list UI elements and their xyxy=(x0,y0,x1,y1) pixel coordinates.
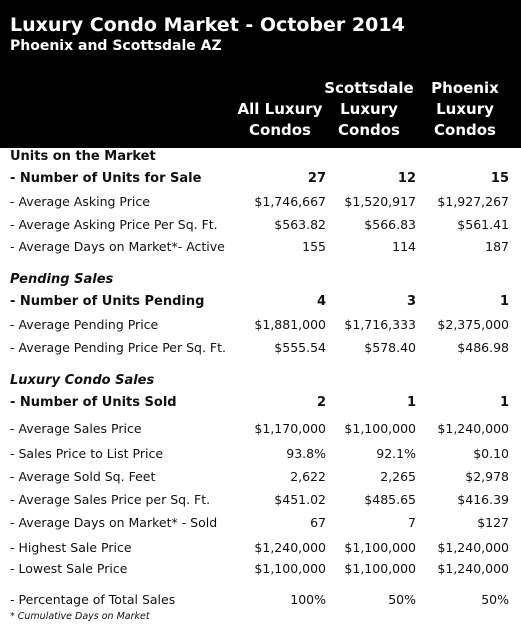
cell-scottsdale: $1,100,000 xyxy=(344,561,416,576)
cell-phoenix: $0.10 xyxy=(473,446,509,461)
cell-phoenix: 1 xyxy=(499,294,509,309)
column-header-line: Condos xyxy=(434,121,496,139)
row-label: - Average Pending Price Per Sq. Ft. xyxy=(10,340,226,355)
cell-all-luxury: 2 xyxy=(316,395,326,410)
cell-scottsdale: $485.65 xyxy=(364,492,416,507)
cell-scottsdale: 7 xyxy=(408,515,416,530)
cell-scottsdale: $1,520,917 xyxy=(344,194,416,209)
table-row xyxy=(0,443,521,465)
page-subtitle: Phoenix and Scottsdale AZ xyxy=(10,38,222,54)
cell-phoenix: $416.39 xyxy=(457,492,509,507)
column-header-phoenix xyxy=(417,78,513,141)
cell-scottsdale: $1,716,333 xyxy=(344,317,416,332)
cell-all-luxury: $555.54 xyxy=(274,340,326,355)
table-row xyxy=(0,214,521,236)
column-header-line: Phoenix xyxy=(431,79,499,97)
row-label: - Percentage of Total Sales xyxy=(10,592,176,607)
cell-all-luxury: 93.8% xyxy=(286,446,326,461)
page-title: Luxury Condo Market - October 2014 xyxy=(10,14,405,36)
cell-all-luxury: 155 xyxy=(302,239,326,254)
cell-all-luxury: 2,622 xyxy=(290,469,326,484)
cell-phoenix: $1,240,000 xyxy=(437,540,509,555)
row-label: - Sales Price to List Price xyxy=(10,446,164,461)
cell-all-luxury: 100% xyxy=(290,592,326,607)
row-label: - Lowest Sale Price xyxy=(10,561,128,576)
cell-phoenix: $2,375,000 xyxy=(437,317,509,332)
cell-scottsdale: 50% xyxy=(388,592,416,607)
cell-phoenix: $2,978 xyxy=(465,469,509,484)
cell-phoenix: 1 xyxy=(499,395,509,410)
cell-phoenix: $1,240,000 xyxy=(437,561,509,576)
cell-all-luxury: $1,100,000 xyxy=(254,561,326,576)
cell-scottsdale: 3 xyxy=(406,294,416,309)
column-header-line: All Luxury xyxy=(237,100,323,118)
cell-phoenix: 187 xyxy=(485,239,509,254)
column-header-scottsdale xyxy=(321,78,417,141)
table-row xyxy=(0,168,521,190)
row-label: - Highest Sale Price xyxy=(10,540,132,555)
table-row xyxy=(0,512,521,534)
section-luxury-condo-sales: Luxury Condo Sales xyxy=(10,373,155,388)
table-row xyxy=(0,392,521,414)
footnote: * Cumulative Days on Market xyxy=(10,611,150,622)
cell-scottsdale: 2,265 xyxy=(380,469,416,484)
header-banner xyxy=(0,0,521,148)
table-row xyxy=(0,337,521,359)
table-row xyxy=(0,558,521,580)
column-header-all-luxury xyxy=(232,99,328,141)
table-row xyxy=(0,466,521,488)
row-label: - Average Asking Price Per Sq. Ft. xyxy=(10,217,218,232)
table-row xyxy=(0,291,521,313)
cell-phoenix: $486.98 xyxy=(457,340,509,355)
column-header-line: Condos xyxy=(249,121,311,139)
cell-all-luxury: $563.82 xyxy=(274,217,326,232)
cell-all-luxury: 27 xyxy=(307,171,326,186)
cell-phoenix: $1,240,000 xyxy=(437,421,509,436)
cell-phoenix: $561.41 xyxy=(457,217,509,232)
table-row xyxy=(0,236,521,258)
column-header-line: Luxury xyxy=(436,100,494,118)
table-row xyxy=(0,314,521,336)
table-row xyxy=(0,589,521,611)
cell-scottsdale: $1,100,000 xyxy=(344,540,416,555)
cell-all-luxury: $1,170,000 xyxy=(254,421,326,436)
row-label: - Average Sales Price per Sq. Ft. xyxy=(10,492,211,507)
cell-all-luxury: 67 xyxy=(310,515,326,530)
cell-scottsdale: $566.83 xyxy=(364,217,416,232)
table-row xyxy=(0,537,521,559)
row-label: - Average Days on Market*- Active xyxy=(10,239,225,254)
row-label: - Number of Units for Sale xyxy=(10,171,202,186)
column-header-line: Luxury xyxy=(340,100,398,118)
cell-scottsdale: 114 xyxy=(392,239,416,254)
column-header-line: Condos xyxy=(338,121,400,139)
table-row xyxy=(0,191,521,213)
cell-phoenix: 50% xyxy=(481,592,509,607)
column-header-line: Scottsdale xyxy=(324,79,414,97)
row-label: - Average Sold Sq. Feet xyxy=(10,469,156,484)
row-label: - Number of Units Sold xyxy=(10,395,177,410)
cell-all-luxury: $1,240,000 xyxy=(254,540,326,555)
row-label: - Number of Units Pending xyxy=(10,294,205,309)
section-pending-sales: Pending Sales xyxy=(10,272,114,287)
cell-all-luxury: $1,881,000 xyxy=(254,317,326,332)
cell-all-luxury: 4 xyxy=(316,294,326,309)
cell-phoenix: 15 xyxy=(490,171,509,186)
cell-scottsdale: $578.40 xyxy=(364,340,416,355)
table-row xyxy=(0,489,521,511)
row-label: - Average Days on Market* - Sold xyxy=(10,515,218,530)
cell-scottsdale: $1,100,000 xyxy=(344,421,416,436)
cell-all-luxury: $1,746,667 xyxy=(254,194,326,209)
cell-phoenix: $127 xyxy=(477,515,509,530)
section-units-on-market: Units on the Market xyxy=(10,149,156,164)
cell-all-luxury: $451.02 xyxy=(274,492,326,507)
cell-scottsdale: 1 xyxy=(406,395,416,410)
cell-scottsdale: 92.1% xyxy=(376,446,416,461)
cell-scottsdale: 12 xyxy=(397,171,416,186)
row-label: - Average Sales Price xyxy=(10,421,142,436)
table-row xyxy=(0,418,521,440)
cell-phoenix: $1,927,267 xyxy=(437,194,509,209)
row-label: - Average Pending Price xyxy=(10,317,159,332)
row-label: - Average Asking Price xyxy=(10,194,150,209)
